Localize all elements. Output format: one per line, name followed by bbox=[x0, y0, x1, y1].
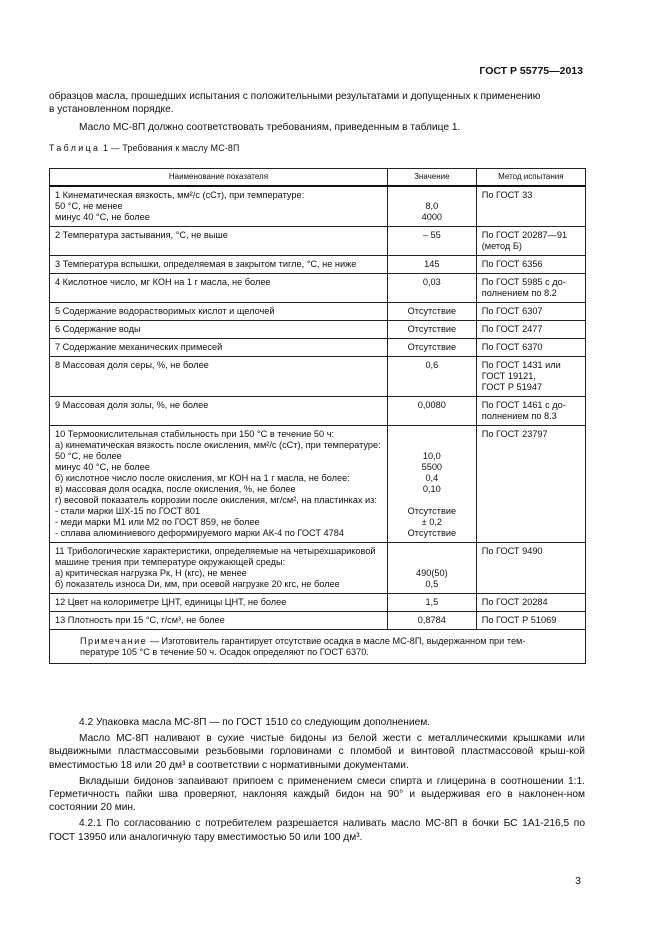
indicator-cell-line: - меди марки М1 или М2 по ГОСТ 859, не более bbox=[55, 517, 260, 527]
value-cell-line bbox=[393, 440, 471, 451]
table-row bbox=[50, 397, 586, 426]
column-header-name: Наименование показателя bbox=[50, 169, 388, 187]
indicator-cell-line: г) весовой показатель коррозии после окисления, мг/см², на пластинках из: bbox=[55, 495, 377, 505]
indicator-cell-line: а) кинематическая вязкость после окисления, мм²/с (сСт), при температуре: bbox=[55, 440, 381, 450]
value-cell-line bbox=[393, 190, 471, 201]
value-cell-line: 4000 bbox=[421, 212, 443, 222]
method-cell-line: ГОСТ 19121, bbox=[481, 371, 536, 381]
indicator-cell-line: 1 Кинематическая вязкость, мм²/с (сСт), при температуре: bbox=[55, 190, 305, 200]
value-cell-line: 0,0080 bbox=[417, 400, 446, 410]
method-cell bbox=[476, 321, 585, 339]
intro-text bbox=[49, 90, 585, 134]
table-caption bbox=[49, 143, 240, 153]
value-cell-line: 0,10 bbox=[422, 484, 441, 494]
table-caption-label: Таблица bbox=[49, 143, 101, 153]
method-cell-line: По ГОСТ 5985 с до- bbox=[481, 277, 566, 287]
indicator-cell-line: 5 Содержание водорастворимых кислот и щелочей bbox=[55, 306, 275, 316]
value-cell-line: Отсутствие bbox=[407, 506, 457, 516]
value-cell-line: Отсутствие bbox=[407, 342, 457, 352]
indicator-cell bbox=[50, 274, 388, 303]
paragraph: 4.2.1 По согласованию с потребителем разрешается наливать масло МС-8П в бочки БС 1А1-216,5 по ГОСТ 13950 или аналогичную тару вместимостью 50 или 100 дм³. bbox=[49, 818, 585, 843]
method-cell-line: По ГОСТ 6370 bbox=[481, 342, 543, 352]
value-cell bbox=[387, 303, 476, 321]
method-cell-line: ГОСТ Р 51947 bbox=[481, 382, 543, 392]
table-row bbox=[50, 256, 586, 274]
method-cell bbox=[476, 543, 585, 594]
value-cell-line bbox=[393, 557, 471, 568]
method-cell-line: (метод Б) bbox=[481, 241, 522, 251]
note-label: Примечание bbox=[80, 636, 148, 646]
value-cell-line: Отсутствие bbox=[407, 324, 457, 334]
indicator-cell-line: 13 Плотность при 15 °С, г/см³, не более bbox=[55, 615, 225, 625]
method-cell bbox=[476, 357, 585, 397]
method-cell bbox=[476, 274, 585, 303]
page-number: 3 bbox=[575, 875, 581, 887]
table-row bbox=[50, 339, 586, 357]
value-cell-line: Отсутствие bbox=[407, 306, 457, 316]
value-cell bbox=[387, 612, 476, 630]
value-cell-line: 0,6 bbox=[425, 360, 439, 370]
table-row bbox=[50, 543, 586, 594]
indicator-cell-line: б) кислотное число после окисления, мг КОН на 1 г масла, не более: bbox=[55, 473, 350, 483]
indicator-cell bbox=[50, 612, 388, 630]
value-cell-line: – 55 bbox=[422, 230, 441, 240]
indicator-cell-line: 50 °С, не менее bbox=[55, 201, 123, 211]
indicator-cell-line: а) критическая нагрузка Pк, Н (кгс), не менее bbox=[55, 568, 247, 578]
value-cell-line bbox=[393, 546, 471, 557]
value-cell-line: 10,0 bbox=[422, 451, 441, 461]
method-cell-line: По ГОСТ Р 51069 bbox=[481, 615, 557, 625]
value-cell bbox=[387, 543, 476, 594]
value-cell-line bbox=[393, 495, 471, 506]
value-cell bbox=[387, 256, 476, 274]
method-cell bbox=[476, 426, 585, 543]
indicator-cell-line: - сплава алюминиевого деформируемого марки АК-4 по ГОСТ 4784 bbox=[55, 528, 344, 538]
value-cell-line: Отсутствие bbox=[407, 528, 457, 538]
value-cell-line: 0,03 bbox=[422, 277, 441, 287]
table-row bbox=[50, 612, 586, 630]
indicator-cell bbox=[50, 256, 388, 274]
table-row bbox=[50, 274, 586, 303]
indicator-cell-line: минус 40 °С, не более bbox=[55, 212, 150, 222]
value-cell bbox=[387, 357, 476, 397]
method-cell-line: По ГОСТ 1431 или bbox=[481, 360, 561, 370]
indicator-cell bbox=[50, 543, 388, 594]
table-row bbox=[50, 594, 586, 612]
indicator-cell bbox=[50, 227, 388, 256]
indicator-cell bbox=[50, 397, 388, 426]
method-cell bbox=[476, 594, 585, 612]
table-caption-text: 1 — Требования к маслу МС-8П bbox=[102, 143, 240, 153]
indicator-cell-line: - стали марки ШХ-15 по ГОСТ 801 bbox=[55, 506, 201, 516]
indicator-cell-line: 7 Содержание механических примесей bbox=[55, 342, 223, 352]
method-cell bbox=[476, 186, 585, 227]
indicator-cell-line: 4 Кислотное число, мг КОН на 1 г масла, не более bbox=[55, 277, 271, 287]
indicator-cell-line: 8 Массовая доля серы, %, не более bbox=[55, 360, 209, 370]
indicator-cell-line: 9 Массовая доля золы, %, не более bbox=[55, 400, 209, 410]
note-text: — Изготовитель гарантирует отсутствие осадка в масле МС-8П, выдержанном при тем- bbox=[147, 636, 526, 646]
indicator-cell bbox=[50, 357, 388, 397]
paragraph: 4.2 Упаковка масла МС-8П — по ГОСТ 1510 со следующим дополнением. bbox=[79, 717, 431, 728]
method-cell bbox=[476, 397, 585, 426]
method-cell-line: По ГОСТ 20284 bbox=[481, 597, 548, 607]
indicator-cell bbox=[50, 594, 388, 612]
indicator-cell-line: 3 Температура вспышки, определяемая в закрытом тигле, °С, не ниже bbox=[55, 259, 357, 269]
note-text-continued: пературе 105 °С в течение 50 ч. Осадок определяют по ГОСТ 6370. bbox=[80, 647, 369, 657]
indicator-cell bbox=[50, 339, 388, 357]
indicator-cell-line: 2 Температура застывания, °С, не выше bbox=[55, 230, 228, 240]
method-cell-line: По ГОСТ 23797 bbox=[481, 429, 548, 439]
indicator-cell-line: 10 Термоокислительная стабильность при 150 °С в течение 50 ч: bbox=[55, 429, 335, 439]
intro-line: Масло МС-8П должно соответствовать требованиям, приведенным в таблице 1. bbox=[79, 122, 461, 133]
value-cell bbox=[387, 397, 476, 426]
value-cell bbox=[387, 594, 476, 612]
paragraph: Масло МС-8П наливают в сухие чистые бидоны из белой жести с металлическими крышками или выдвижными пластмассовыми резьбовыми горловинами с пломбой и винтовой пластмассовой крыш-кой вместимостью 18 или 20 дм³ в соответствии с нормативными документами. bbox=[49, 733, 585, 771]
document-code: ГОСТ Р 55775—2013 bbox=[479, 65, 583, 77]
value-cell-line: 145 bbox=[424, 259, 440, 269]
table-row bbox=[50, 303, 586, 321]
value-cell-line: 490(50) bbox=[415, 568, 448, 578]
value-cell bbox=[387, 339, 476, 357]
table-row bbox=[50, 186, 586, 227]
indicator-cell-line: минус 40 °С, не более bbox=[55, 462, 150, 472]
method-cell-line: По ГОСТ 33 bbox=[481, 190, 533, 200]
value-cell-line bbox=[393, 429, 471, 440]
intro-line: в установленном порядке. bbox=[49, 104, 174, 115]
indicator-cell bbox=[50, 426, 388, 543]
method-cell bbox=[476, 256, 585, 274]
column-header-method: Метод испытания bbox=[476, 169, 585, 187]
indicator-cell-line: 11 Трибологические характеристики, определяемые на четырехшариковой bbox=[55, 546, 376, 556]
table-note bbox=[50, 630, 586, 664]
indicator-cell bbox=[50, 321, 388, 339]
indicator-cell-line: б) показатель износа Dи, мм, при осевой нагрузке 20 кгс, не более bbox=[55, 579, 340, 589]
method-cell bbox=[476, 612, 585, 630]
table-body bbox=[50, 186, 586, 630]
intro-line: образцов масла, прошедших испытания с положительными результатами и допущенных к применению bbox=[49, 91, 541, 102]
table-row bbox=[50, 227, 586, 256]
value-cell-line: ± 0,2 bbox=[421, 517, 443, 527]
value-cell-line: 8,0 bbox=[425, 201, 439, 211]
table-row bbox=[50, 357, 586, 397]
value-cell bbox=[387, 274, 476, 303]
value-cell bbox=[387, 186, 476, 227]
value-cell bbox=[387, 227, 476, 256]
body-text bbox=[49, 716, 585, 847]
value-cell-line: 1,5 bbox=[425, 597, 439, 607]
table-row bbox=[50, 321, 586, 339]
method-cell-line: По ГОСТ 2477 bbox=[481, 324, 543, 334]
value-cell bbox=[387, 426, 476, 543]
method-cell-line: По ГОСТ 20287—91 bbox=[481, 230, 568, 240]
indicator-cell-line: в) массовая доля осадка, после окисления, %, не более bbox=[55, 484, 296, 494]
indicator-cell-line: 50 °С, не более bbox=[55, 451, 122, 461]
value-cell bbox=[387, 321, 476, 339]
method-cell-line: полнением по 8.2 bbox=[481, 288, 557, 298]
indicator-cell bbox=[50, 303, 388, 321]
method-cell-line: По ГОСТ 6307 bbox=[481, 306, 543, 316]
method-cell bbox=[476, 303, 585, 321]
indicator-cell-line: 6 Содержание воды bbox=[55, 324, 141, 334]
method-cell bbox=[476, 227, 585, 256]
method-cell-line: полнением по 8.3 bbox=[481, 411, 557, 421]
method-cell bbox=[476, 339, 585, 357]
method-cell-line: По ГОСТ 9490 bbox=[481, 546, 543, 556]
indicator-cell-line: 12 Цвет на колориметре ЦНТ, единицы ЦНТ, не более bbox=[55, 597, 287, 607]
indicator-cell bbox=[50, 186, 388, 227]
column-header-value: Значение bbox=[387, 169, 476, 187]
method-cell-line: По ГОСТ 6356 bbox=[481, 259, 543, 269]
value-cell-line: 0,4 bbox=[425, 473, 439, 483]
value-cell-line: 0,8784 bbox=[417, 615, 446, 625]
table-row bbox=[50, 426, 586, 543]
table-note-row bbox=[50, 630, 586, 664]
table-header-row bbox=[50, 169, 586, 187]
requirements-table bbox=[49, 168, 586, 664]
value-cell-line: 0,5 bbox=[425, 579, 439, 589]
method-cell-line: По ГОСТ 1461 с до- bbox=[481, 400, 566, 410]
indicator-cell-line: машине трения при температуре окружающей среды: bbox=[55, 557, 286, 567]
value-cell-line: 5500 bbox=[421, 462, 443, 472]
paragraph: Вкладыши бидонов запаивают припоем с применением смеси спирта и глицерина в соотношении 1:1. Герметичность пайки шва проверяют, наклоняя каждый бидон на 90° и выдерживая его в наклонен-ном состоянии 20 мин. bbox=[49, 775, 585, 814]
